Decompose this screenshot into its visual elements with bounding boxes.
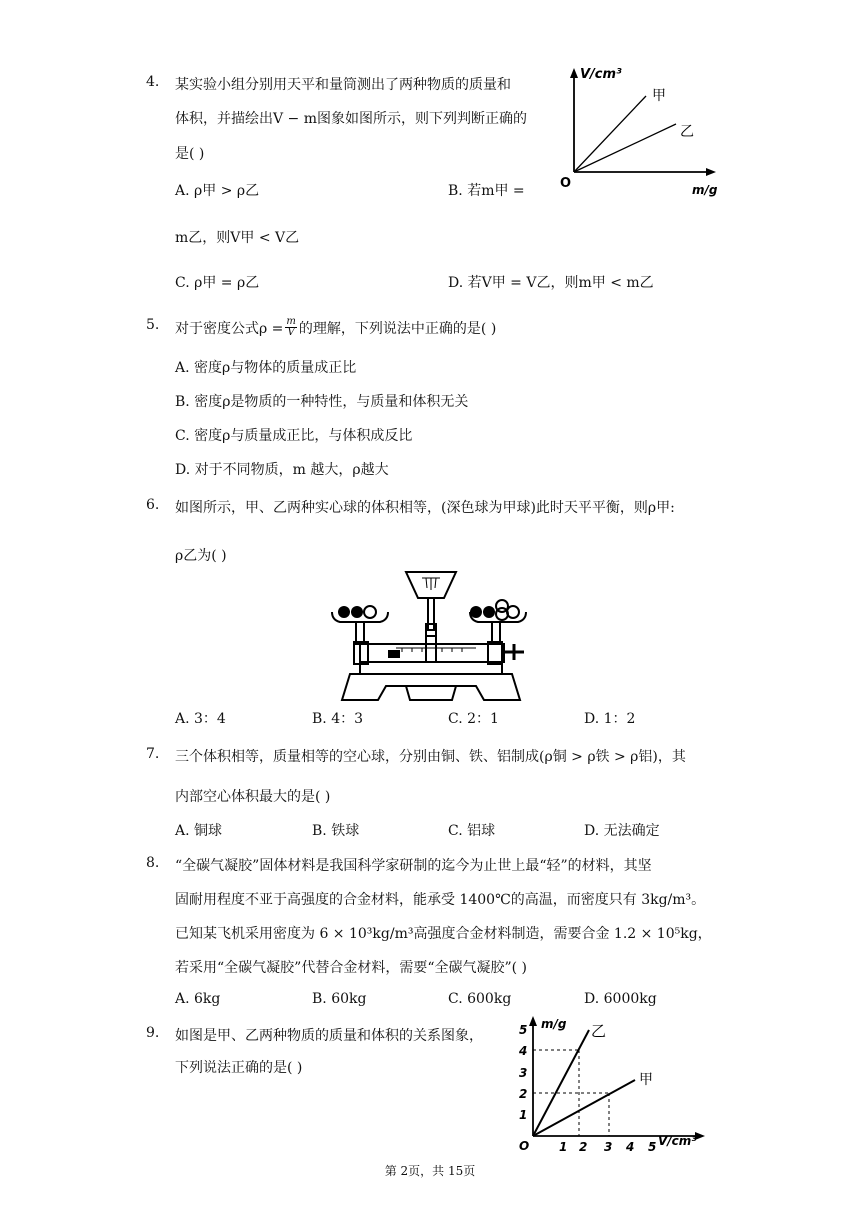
q4-graph-xlabel: m/g xyxy=(692,183,718,197)
q4-vm-graph xyxy=(556,60,726,200)
q9-ytick-3: 3 xyxy=(519,1066,528,1080)
q4-graph-line-yi: 乙 xyxy=(680,124,694,140)
q7-option-d[interactable]: D. 无法确定 xyxy=(584,823,660,839)
q6-option-b[interactable]: B. 4：3 xyxy=(312,711,364,727)
q5-fraction-denominator: V xyxy=(287,327,295,338)
q4-option-a[interactable]: A. ρ甲 > ρ乙 xyxy=(175,183,260,199)
q6-stem-line2: ρ乙为( ) xyxy=(175,548,227,564)
q9-ytick-5: 5 xyxy=(519,1023,528,1037)
q6-option-d[interactable]: D. 1：2 xyxy=(584,711,636,727)
q4-graph-ylabel: V/cm³ xyxy=(580,67,622,82)
q9-ytick-2: 2 xyxy=(519,1087,528,1101)
q7-option-a[interactable]: A. 铜球 xyxy=(175,823,223,839)
q6-option-a[interactable]: A. 3：4 xyxy=(175,711,226,727)
q7-stem-line2: 内部空心体积最大的是( ) xyxy=(175,789,331,805)
q4-graph-line-jia: 甲 xyxy=(652,88,666,104)
q6-stem-line1: 如图所示，甲、乙两种实心球的体积相等，(深色球为甲球)此时天平平衡，则ρ甲: xyxy=(175,500,675,516)
q9-ytick-1: 1 xyxy=(519,1108,528,1122)
q5-option-d[interactable]: D. 对于不同物质，m 越大，ρ越大 xyxy=(175,462,389,478)
q4-graph-origin: O xyxy=(560,176,572,191)
q8-number: 8. xyxy=(146,855,160,871)
q5-stem xyxy=(175,317,496,338)
q8-option-b[interactable]: B. 60kg xyxy=(312,991,367,1007)
q9-xtick-5: 5 xyxy=(648,1140,657,1154)
q4-stem-line2: 体积，并描绘出V − m图象如图所示，则下列判断正确的 xyxy=(175,111,528,127)
q9-line-jia: 甲 xyxy=(639,1072,653,1088)
q5-fraction-numerator: m xyxy=(286,316,296,327)
page-footer: 第 2页，共 15页 xyxy=(384,1164,476,1178)
q4-number: 4. xyxy=(146,74,160,90)
q9-xlabel: V/cm³ xyxy=(658,1134,697,1148)
q5-number: 5. xyxy=(146,317,160,333)
q9-ytick-4: 4 xyxy=(519,1044,528,1058)
q8-option-d[interactable]: D. 6000kg xyxy=(584,991,657,1007)
q7-stem-line1: 三个体积相等，质量相等的空心球，分别由铜、铁、铝制成(ρ铜 > ρ铁 > ρ铝)，其 xyxy=(175,749,686,765)
q6-balance-figure xyxy=(326,568,536,704)
q9-ylabel: m/g xyxy=(541,1017,567,1031)
q7-number: 7. xyxy=(146,746,160,762)
q4-option-d[interactable]: D. 若V甲 = V乙，则m甲 < m乙 xyxy=(448,275,654,291)
q5-option-c[interactable]: C. 密度ρ与质量成正比，与体积成反比 xyxy=(175,428,413,444)
q8-option-a[interactable]: A. 6kg xyxy=(175,991,221,1007)
q9-xtick-4: 4 xyxy=(626,1140,635,1154)
q8-stem-line4: 若采用“全碳气凝胶”代替合金材料，需要“全碳气凝胶”( ) xyxy=(175,960,528,976)
q7-option-c[interactable]: C. 铝球 xyxy=(448,823,496,839)
q5-fraction xyxy=(285,317,296,338)
q4-stem-line3: 是( ) xyxy=(175,146,205,162)
q9-xtick-2: 2 xyxy=(579,1140,588,1154)
q6-option-c[interactable]: C. 2：1 xyxy=(448,711,499,727)
q4-option-c[interactable]: C. ρ甲 = ρ乙 xyxy=(175,275,260,291)
q9-xtick-3: 3 xyxy=(604,1140,613,1154)
q5-stem-a: 对于密度公式ρ = xyxy=(175,320,284,337)
q9-stem-line1: 如图是甲、乙两种物质的质量和体积的关系图象， xyxy=(175,1028,483,1044)
q5-option-a[interactable]: A. 密度ρ与物体的质量成正比 xyxy=(175,360,357,376)
q7-option-b[interactable]: B. 铁球 xyxy=(312,823,360,839)
q9-origin: O xyxy=(519,1139,530,1153)
q6-number: 6. xyxy=(146,497,160,513)
q5-stem-b: 的理解，下列说法中正确的是( ) xyxy=(298,320,497,337)
q4-stem-line1: 某实验小组分别用天平和量筒测出了两种物质的质量和 xyxy=(175,77,511,93)
q8-stem-line2: 固耐用程度不亚于高强度的合金材料，能承受 1400℃的高温，而密度只有 3kg/m³。 xyxy=(175,892,706,908)
q9-xtick-1: 1 xyxy=(559,1140,568,1154)
q5-option-b[interactable]: B. 密度ρ是物质的一种特性，与质量和体积无关 xyxy=(175,394,469,410)
q8-stem-line1: “全碳气凝胶”固体材料是我国科学家研制的迄今为止世上最“轻”的材料，其坚 xyxy=(175,858,652,874)
q9-mv-graph xyxy=(505,1008,720,1156)
q8-option-c[interactable]: C. 600kg xyxy=(448,991,512,1007)
q9-number: 9. xyxy=(146,1025,160,1041)
q9-stem-line2: 下列说法正确的是( ) xyxy=(175,1060,303,1076)
q4-option-b-cont: m乙，则V甲 < V乙 xyxy=(175,230,300,246)
q8-stem-line3: 已知某飞机采用密度为 6 × 10³kg/m³高强度合金材料制造，需要合金 1.2 × 10⁵kg， xyxy=(175,926,712,942)
q4-option-b[interactable]: B. 若m甲 = xyxy=(448,183,525,199)
q9-line-yi: 乙 xyxy=(591,1022,607,1040)
